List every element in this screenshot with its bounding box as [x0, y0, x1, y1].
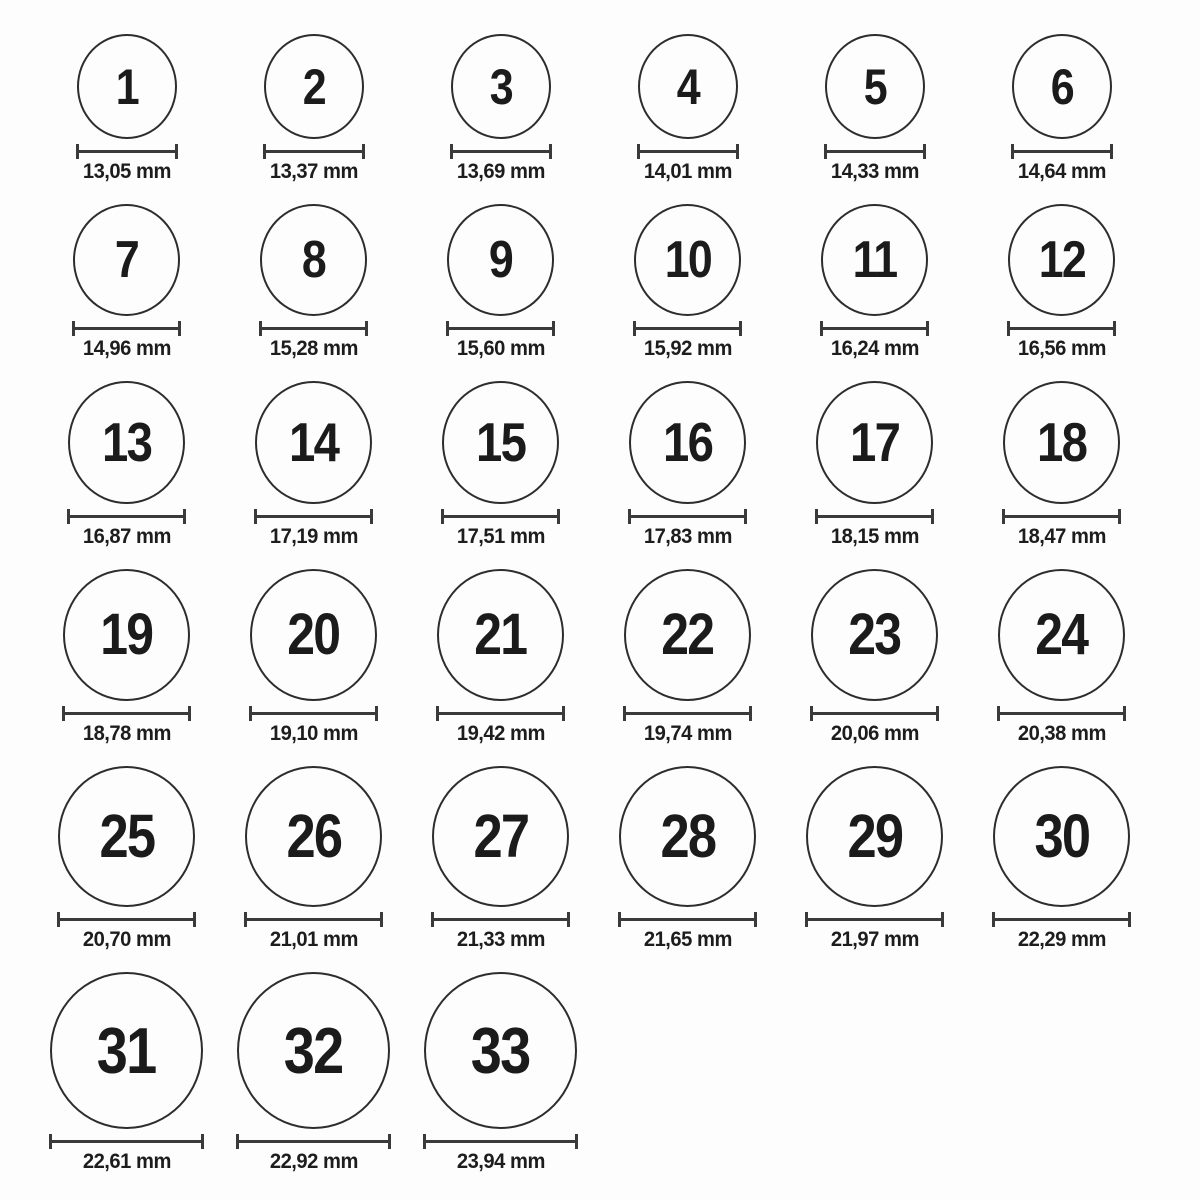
ring-circle [424, 972, 577, 1129]
diameter-measure-line [249, 712, 378, 715]
ring-diameter-label: 21,97 mm [830, 928, 919, 952]
ring-diameter-label: 13,37 mm [269, 160, 358, 183]
ring-circle [442, 381, 559, 504]
diameter-measure-line [236, 1140, 391, 1143]
ring-diameter-label: 22,61 mm [82, 1150, 171, 1174]
ring-item [33, 766, 220, 951]
diameter-measure-line [820, 327, 929, 330]
ring-diameter-label: 21,33 mm [456, 928, 545, 952]
ring-number: 19 [100, 602, 153, 668]
ring-item [968, 569, 1155, 745]
ring-number: 30 [1034, 802, 1089, 871]
ring-circle [58, 766, 195, 907]
ring-circle [264, 34, 364, 139]
ring-circle [451, 34, 551, 139]
ring-circle [624, 569, 751, 701]
ring-circle [245, 766, 382, 907]
diameter-measure-line [450, 150, 552, 153]
diameter-measure-line [618, 918, 757, 921]
ring-circle [50, 972, 203, 1129]
ring-diameter-label: 18,15 mm [830, 525, 919, 549]
ring-number: 2 [302, 58, 325, 115]
ring-circle [1008, 204, 1115, 316]
ring-number: 3 [489, 58, 512, 115]
ring-number: 6 [1050, 58, 1073, 115]
ring-circle [998, 569, 1125, 701]
ring-item [407, 569, 594, 745]
diameter-measure-line [259, 327, 368, 330]
ring-item [781, 381, 968, 548]
ring-circle [1003, 381, 1120, 504]
ring-number: 28 [660, 802, 715, 871]
ring-number: 32 [284, 1014, 343, 1088]
ring-circle [250, 569, 377, 701]
ring-size-row [33, 34, 1200, 183]
diameter-measure-line [57, 918, 196, 921]
ring-number: 17 [849, 411, 900, 474]
ring-circle [237, 972, 390, 1129]
ring-circle [821, 204, 928, 316]
diameter-measure-line [992, 918, 1131, 921]
ring-diameter-label: 15,92 mm [643, 337, 732, 361]
ring-number: 22 [661, 602, 714, 668]
diameter-measure-line [244, 918, 383, 921]
ring-circle [619, 766, 756, 907]
diameter-measure-line [436, 712, 565, 715]
ring-circle [1012, 34, 1112, 139]
ring-diameter-label: 21,01 mm [269, 928, 358, 952]
ring-number: 5 [863, 58, 886, 115]
ring-size-row [33, 972, 1200, 1173]
ring-number: 24 [1035, 602, 1088, 668]
ring-diameter-label: 14,01 mm [643, 160, 732, 183]
ring-diameter-label: 14,33 mm [830, 160, 919, 183]
ring-circle [255, 381, 372, 504]
ring-number: 25 [99, 802, 154, 871]
ring-number: 13 [101, 411, 152, 474]
ring-number: 26 [286, 802, 341, 871]
ring-number: 27 [473, 802, 528, 871]
diameter-measure-line [441, 515, 560, 518]
diameter-measure-line [62, 712, 191, 715]
ring-item [407, 204, 594, 360]
ring-item [968, 204, 1155, 360]
ring-item [220, 766, 407, 951]
ring-diameter-label: 15,60 mm [456, 337, 545, 361]
ring-item [33, 34, 220, 183]
ring-diameter-label: 22,92 mm [269, 1150, 358, 1174]
ring-item [407, 972, 594, 1173]
ring-number: 33 [471, 1014, 530, 1088]
ring-diameter-label: 16,87 mm [82, 525, 171, 549]
ring-size-row [33, 204, 1200, 360]
ring-circle [432, 766, 569, 907]
ring-item [968, 34, 1155, 183]
ring-item [594, 569, 781, 745]
ring-diameter-label: 20,06 mm [830, 722, 919, 746]
ring-diameter-label: 18,47 mm [1017, 525, 1106, 549]
diameter-measure-line [815, 515, 934, 518]
ring-diameter-label: 13,05 mm [82, 160, 171, 183]
ring-number: 10 [664, 231, 711, 290]
ring-circle [816, 381, 933, 504]
ring-circle [811, 569, 938, 701]
ring-number: 4 [676, 58, 699, 115]
ring-item [33, 972, 220, 1173]
ring-diameter-label: 16,24 mm [830, 337, 919, 361]
ring-diameter-label: 19,74 mm [643, 722, 732, 746]
ring-item [594, 34, 781, 183]
ring-number: 15 [475, 411, 526, 474]
ring-circle [77, 34, 177, 139]
ring-circle [806, 766, 943, 907]
diameter-measure-line [72, 327, 181, 330]
diameter-measure-line [431, 918, 570, 921]
ring-number: 9 [488, 231, 513, 290]
ring-number: 16 [662, 411, 713, 474]
ring-diameter-label: 21,65 mm [643, 928, 732, 952]
diameter-measure-line [1002, 515, 1121, 518]
ring-item [968, 381, 1155, 548]
ring-item [407, 766, 594, 951]
ring-number: 31 [97, 1014, 156, 1088]
ring-item [33, 381, 220, 548]
ring-item [220, 204, 407, 360]
ring-number: 29 [847, 802, 902, 871]
diameter-measure-line [628, 515, 747, 518]
diameter-measure-line [623, 712, 752, 715]
ring-number: 18 [1036, 411, 1087, 474]
ring-item [594, 766, 781, 951]
diameter-measure-line [810, 712, 939, 715]
ring-circle [634, 204, 741, 316]
ring-item [220, 381, 407, 548]
ring-circle [993, 766, 1130, 907]
diameter-measure-line [49, 1140, 204, 1143]
ring-number: 7 [114, 231, 139, 290]
ring-item [968, 766, 1155, 951]
ring-diameter-label: 22,29 mm [1017, 928, 1106, 952]
ring-item [781, 766, 968, 951]
diameter-measure-line [805, 918, 944, 921]
diameter-measure-line [824, 150, 926, 153]
ring-circle [68, 381, 185, 504]
ring-diameter-label: 15,28 mm [269, 337, 358, 361]
ring-diameter-label: 18,78 mm [82, 722, 171, 746]
ring-number: 14 [288, 411, 339, 474]
diameter-measure-line [446, 327, 555, 330]
ring-item [594, 204, 781, 360]
ring-diameter-label: 19,10 mm [269, 722, 358, 746]
ring-number: 20 [287, 602, 340, 668]
diameter-measure-line [423, 1140, 578, 1143]
ring-size-row [33, 569, 1200, 745]
ring-number: 8 [301, 231, 326, 290]
ring-item [33, 204, 220, 360]
ring-diameter-label: 14,64 mm [1017, 160, 1106, 183]
ring-diameter-label: 19,42 mm [456, 722, 545, 746]
ring-diameter-label: 20,38 mm [1017, 722, 1106, 746]
ring-circle [447, 204, 554, 316]
ring-circle [63, 569, 190, 701]
ring-number: 21 [474, 602, 527, 668]
diameter-measure-line [67, 515, 186, 518]
ring-item [407, 381, 594, 548]
diameter-measure-line [1011, 150, 1113, 153]
ring-number: 12 [1038, 231, 1085, 290]
ring-number: 1 [115, 58, 138, 115]
diameter-measure-line [633, 327, 742, 330]
diameter-measure-line [1007, 327, 1116, 330]
ring-item [781, 569, 968, 745]
ring-circle [73, 204, 180, 316]
ring-item [407, 34, 594, 183]
ring-diameter-label: 23,94 mm [456, 1150, 545, 1174]
ring-circle [825, 34, 925, 139]
ring-size-row [33, 766, 1200, 951]
ring-item [594, 381, 781, 548]
ring-diameter-label: 17,83 mm [643, 525, 732, 549]
diameter-measure-line [637, 150, 739, 153]
ring-diameter-label: 17,19 mm [269, 525, 358, 549]
diameter-measure-line [254, 515, 373, 518]
ring-diameter-label: 20,70 mm [82, 928, 171, 952]
diameter-measure-line [997, 712, 1126, 715]
diameter-measure-line [76, 150, 178, 153]
ring-number: 11 [852, 231, 897, 290]
ring-circle [437, 569, 564, 701]
ring-number: 23 [848, 602, 901, 668]
ring-diameter-label: 14,96 mm [82, 337, 171, 361]
ring-diameter-label: 13,69 mm [456, 160, 545, 183]
ring-diameter-label: 16,56 mm [1017, 337, 1106, 361]
ring-circle [629, 381, 746, 504]
ring-item [220, 34, 407, 183]
ring-item [220, 569, 407, 745]
ring-item [781, 204, 968, 360]
ring-circle [638, 34, 738, 139]
diameter-measure-line [263, 150, 365, 153]
ring-circle [260, 204, 367, 316]
ring-item [781, 34, 968, 183]
ring-item [220, 972, 407, 1173]
ring-diameter-label: 17,51 mm [456, 525, 545, 549]
ring-item [33, 569, 220, 745]
ring-size-row [33, 381, 1200, 548]
